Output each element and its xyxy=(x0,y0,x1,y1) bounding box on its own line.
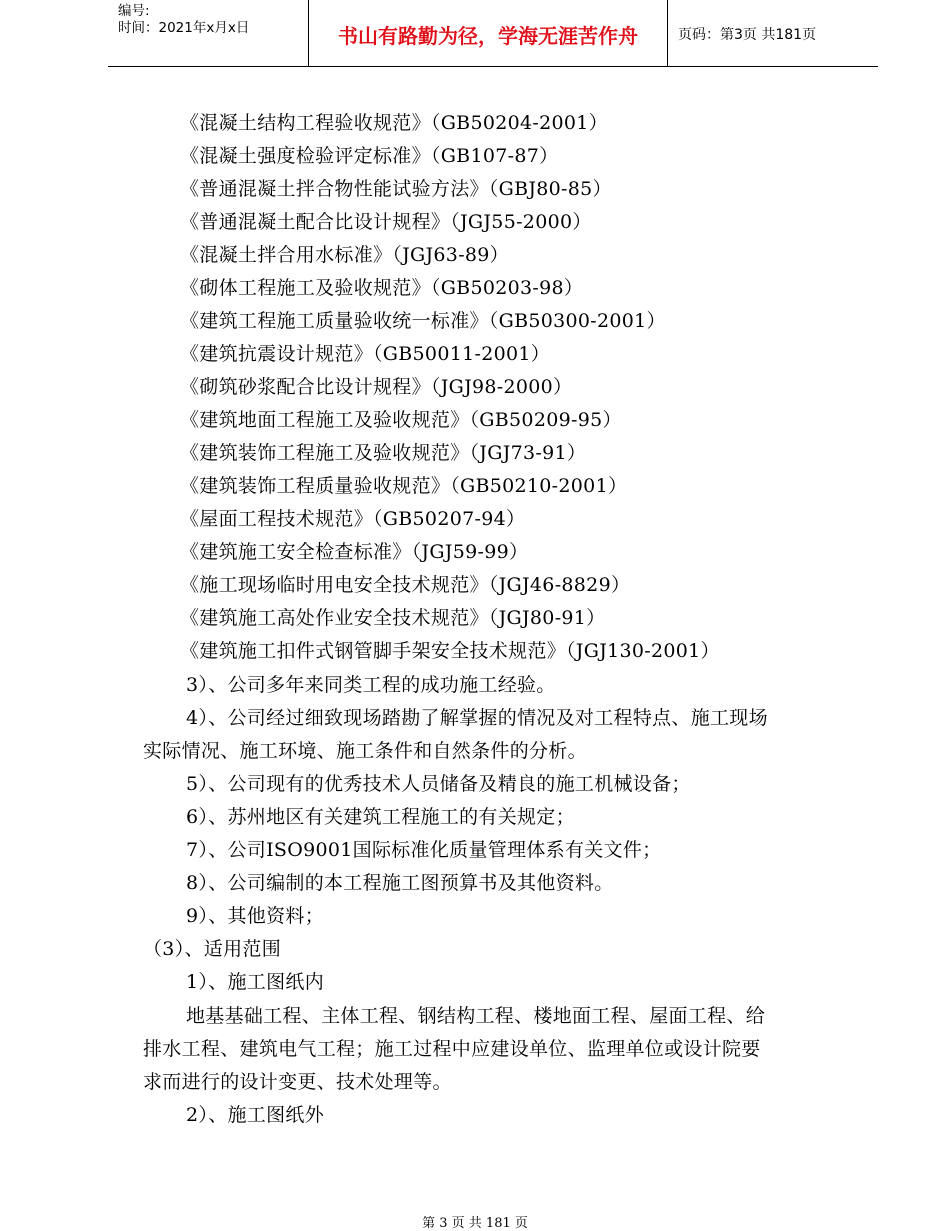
number-label: 编号: xyxy=(118,3,150,19)
page-footer: 第 3 页 共 181 页 xyxy=(422,1216,528,1231)
text-line: 《混凝土拌合用水标准》（JGJ63-89） xyxy=(180,244,509,266)
text-line: 《混凝土结构工程验收规范》（GB50204-2001） xyxy=(180,112,608,134)
text-line: 《砌体工程施工及验收规范》（GB50203-98） xyxy=(180,277,584,299)
text-line: 《建筑施工安全检查标准》（JGJ59-99） xyxy=(180,541,529,563)
text-line: 《砌筑砂浆配合比设计规程》（JGJ98-2000） xyxy=(180,376,573,398)
text-line: 4）、公司经过细致现场踏勘了解掌握的情况及对工程特点、施工现场 xyxy=(186,707,768,729)
header-meta xyxy=(108,0,308,66)
text-line: 《屋面工程技术规范》（GB50207-94） xyxy=(180,508,526,530)
text-line: 地基基础工程、主体工程、钢结构工程、楼地面工程、屋面工程、给 xyxy=(186,1005,766,1027)
time-label: 时间：2021年x月x日 xyxy=(118,20,250,36)
text-line: 《施工现场临时用电安全技术规范》（JGJ46-8829） xyxy=(180,574,631,596)
text-line: 实际情况、施工环境、施工条件和自然条件的分析。 xyxy=(143,740,587,762)
header-motto: 书山有路勤为径，学海无涯苦作舟 xyxy=(308,0,668,66)
text-line: 9）、其他资料； xyxy=(186,905,324,927)
text-line: 《普通混凝土拌合物性能试验方法》（GBJ80-85） xyxy=(180,178,612,200)
text-line: 3）、公司多年来同类工程的成功施工经验。 xyxy=(186,674,556,696)
text-line: 《混凝土强度检验评定标准》（GB107-87） xyxy=(180,145,559,167)
header-page-info: 页码：第3页 共181页 xyxy=(678,27,817,43)
text-line: 2）、施工图纸外 xyxy=(186,1104,324,1126)
text-line: 排水工程、建筑电气工程；施工过程中应建设单位、监理单位或设计院要 xyxy=(143,1038,761,1060)
text-line: 5）、公司现有的优秀技术人员储备及精良的施工机械设备； xyxy=(186,773,691,795)
text-line: 《普通混凝土配合比设计规程》（JGJ55-2000） xyxy=(180,211,592,233)
text-line: 《建筑施工扣件式钢管脚手架安全技术规范》（JGJ130-2001） xyxy=(180,640,720,662)
text-line: 《建筑抗震设计规范》（GB50011-2001） xyxy=(180,343,551,365)
text-line: 1）、施工图纸内 xyxy=(186,971,324,993)
text-line: 8）、公司编制的本工程施工图预算书及其他资料。 xyxy=(186,872,614,894)
section-heading: （3）、适用范围 xyxy=(143,938,281,960)
text-line: 《建筑工程施工质量验收统一标准》（GB50300-2001） xyxy=(180,310,666,332)
text-line: 求而进行的设计变更、技术处理等。 xyxy=(143,1071,452,1093)
page-header xyxy=(108,0,878,67)
text-line: 《建筑施工高处作业安全技术规范》（JGJ80-91） xyxy=(180,607,606,629)
text-line: 7）、公司ISO9001国际标准化质量管理体系有关文件； xyxy=(186,839,662,861)
text-line: 《建筑地面工程施工及验收规范》（GB50209-95） xyxy=(180,409,622,431)
text-line: 《建筑装饰工程质量验收规范》（GB50210-2001） xyxy=(180,475,628,497)
text-line: 《建筑装饰工程施工及验收规范》（JGJ73-91） xyxy=(180,442,587,464)
text-line: 6）、苏州地区有关建筑工程施工的有关规定； xyxy=(186,806,575,828)
